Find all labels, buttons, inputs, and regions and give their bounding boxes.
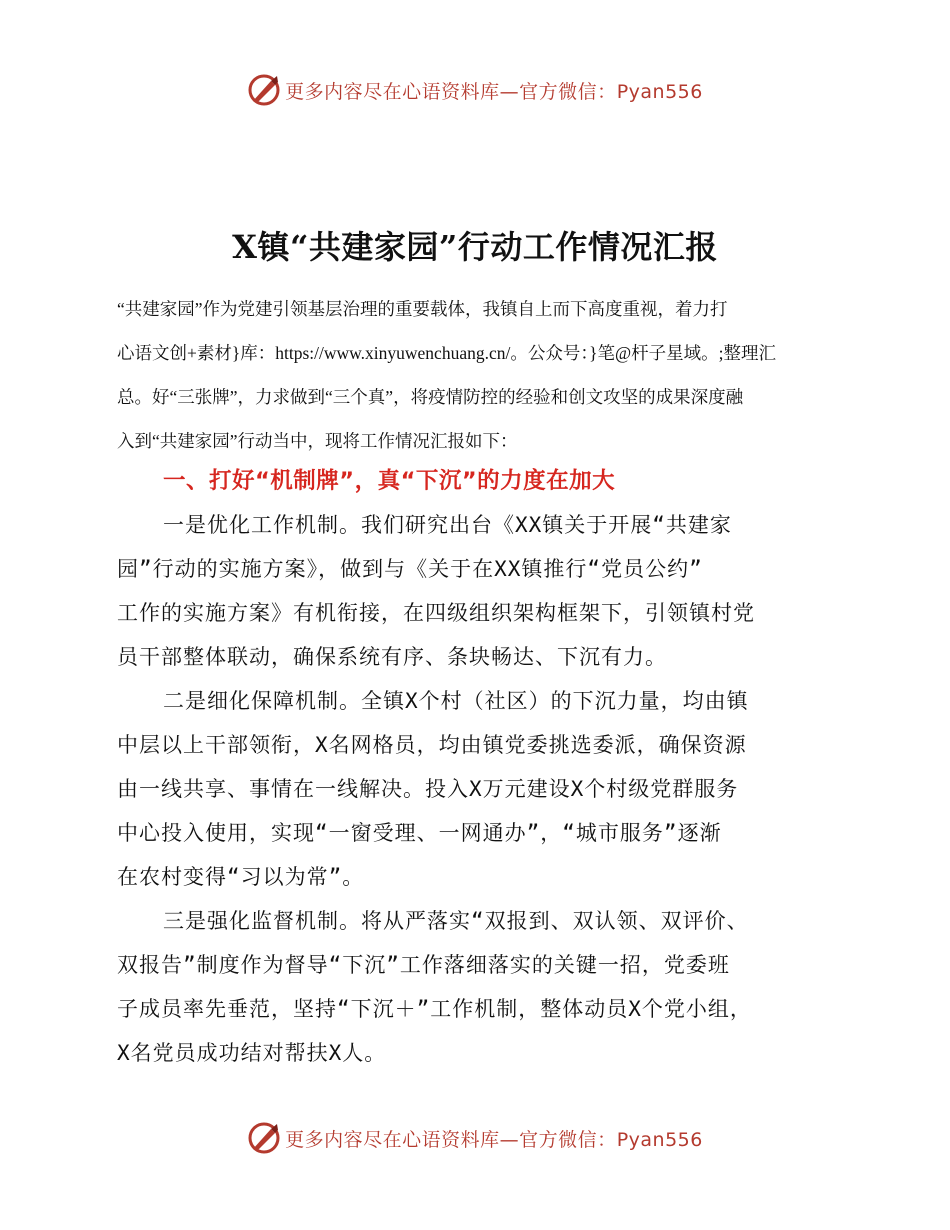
- watermark-banner-top: [0, 70, 950, 110]
- body-line: 员干部整体联动，确保系统有序、条块畅达、下沉有力。: [117, 645, 667, 669]
- watermark-text: 更多内容尽在心语资料库—官方微信：Pyan556: [285, 1128, 703, 1151]
- body-line: 二是细化保障机制。全镇X个村（社区）的下沉力量，均由镇: [163, 689, 749, 713]
- body-line: 中心投入使用，实现“一窗受理、一网通办”，“城市服务”逐渐: [117, 821, 722, 845]
- body-line: 双报告”制度作为督导“下沉”工作落细落实的关键一招，党委班: [117, 953, 730, 977]
- body-line: 园”行动的实施方案》，做到与《关于在XX镇推行“党员公约”: [117, 557, 703, 581]
- document-title: X镇“共建家园”行动工作情况汇报: [232, 228, 718, 266]
- pen-logo-icon: [247, 1121, 281, 1155]
- pen-logo-icon: [247, 73, 281, 107]
- intro-line-4: 入到“共建家园”行动当中，现将工作情况汇报如下：: [117, 431, 518, 451]
- body-line: 中层以上干部领衔，X名网格员，均由镇党委挑选委派，确保资源: [117, 733, 747, 757]
- body-line: 一是优化工作机制。我们研究出台《XX镇关于开展“共建家: [163, 513, 732, 537]
- body-line: 三是强化监督机制。将从严落实“双报到、双认领、双评价、: [163, 909, 749, 933]
- intro-line-3: 总。好“三张牌”，力求做到“三个真”，将疫情防控的经验和创文攻坚的成果深度融: [117, 387, 744, 407]
- intro-line-1: “共建家园”作为党建引领基层治理的重要载体，我镇自上而下高度重视，着力打: [117, 299, 728, 319]
- section-heading: 一、打好“机制牌”，真“下沉”的力度在加大: [163, 468, 616, 494]
- body-line: X名党员成功结对帮扶X人。: [117, 1041, 387, 1065]
- body-line: 在农村变得“习以为常”。: [117, 865, 365, 889]
- body-line: 工作的实施方案》有机衔接，在四级组织架构框架下，引领镇村党: [117, 601, 755, 625]
- watermark-text: 更多内容尽在心语资料库—官方微信：Pyan556: [285, 80, 703, 103]
- body-line: 子成员率先垂范，坚持“下沉＋”工作机制，整体动员X个党小组，: [117, 997, 752, 1021]
- body-line: 由一线共享、事情在一线解决。投入X万元建设X个村级党群服务: [117, 777, 739, 801]
- intro-line-2: 心语文创+素材}库：https://www.xinyuwenchuang.cn/。公众号：}笔@杆子星域。;整理汇: [117, 343, 776, 363]
- watermark-banner-bottom: [0, 1118, 950, 1158]
